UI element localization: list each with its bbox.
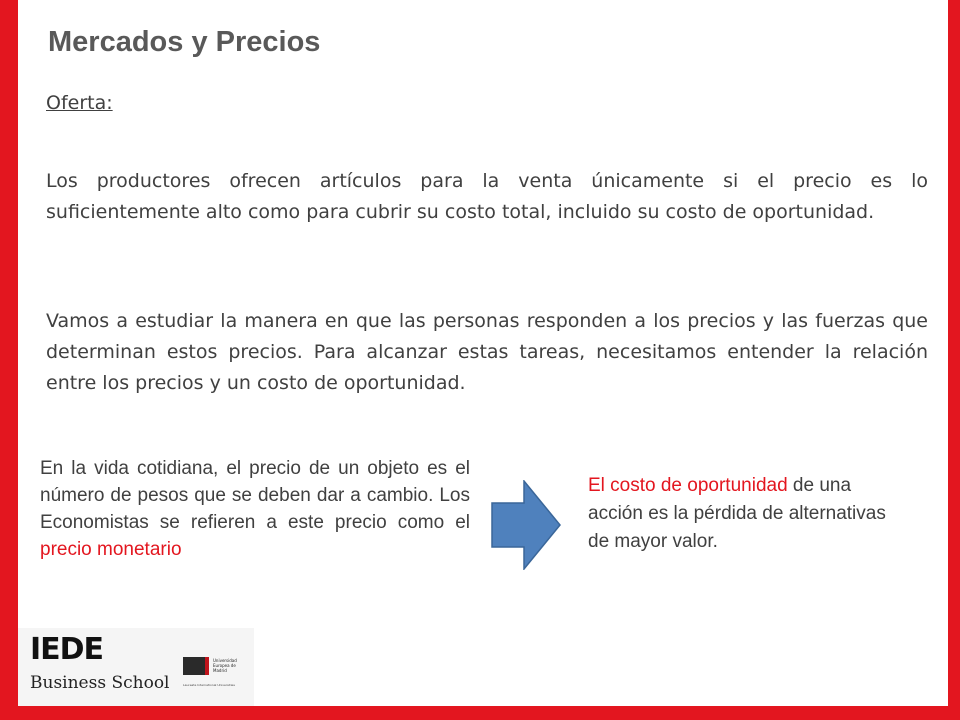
bottom-red-bar [0, 706, 960, 720]
paragraph-study: Vamos a estudiar la manera en que las personas responden a los precios y las fuerzas que determinan estos precios. Para alcanzar estas tareas, necesitamos entender la relación entre los precios y un costo de oportunidad. [46, 310, 928, 394]
iede-logo-subtitle: Business School [30, 673, 170, 693]
opportunity-cost-definition [588, 472, 888, 556]
price-definition-text [40, 455, 470, 563]
right-red-bar [948, 0, 960, 720]
opportunity-cost-body: de una acción es la pérdida de alternativas de mayor valor. [588, 475, 886, 552]
left-red-bar [0, 0, 18, 720]
section-subheading: Oferta: [46, 92, 113, 114]
uem-mark-icon [183, 657, 205, 675]
universidad-europea-logo [183, 657, 239, 691]
slide-title: Mercados y Precios [48, 26, 321, 58]
paragraph-supply: Los productores ofrecen artículos para la venta únicamente si el precio es lo suficientemente alto como para cubrir su costo total, incluido su costo de oportunidad. [46, 170, 928, 223]
uem-logo-caption: Laureate International Universities [183, 683, 235, 687]
opportunity-cost-highlight: El costo de oportunidad [588, 475, 788, 496]
uem-logo-text: Universidad Europea de Madrid [213, 658, 237, 673]
price-definition-body: En la vida cotidiana, el precio de un objeto es el número de pesos que se deben dar a cambio. Los Economistas se refieren a este precio como el [40, 458, 470, 533]
right-arrow-icon [491, 480, 561, 570]
iede-logo: IEDE [30, 632, 104, 667]
uem-mark-accent [205, 657, 209, 675]
monetary-price-highlight: precio monetario [40, 539, 182, 560]
